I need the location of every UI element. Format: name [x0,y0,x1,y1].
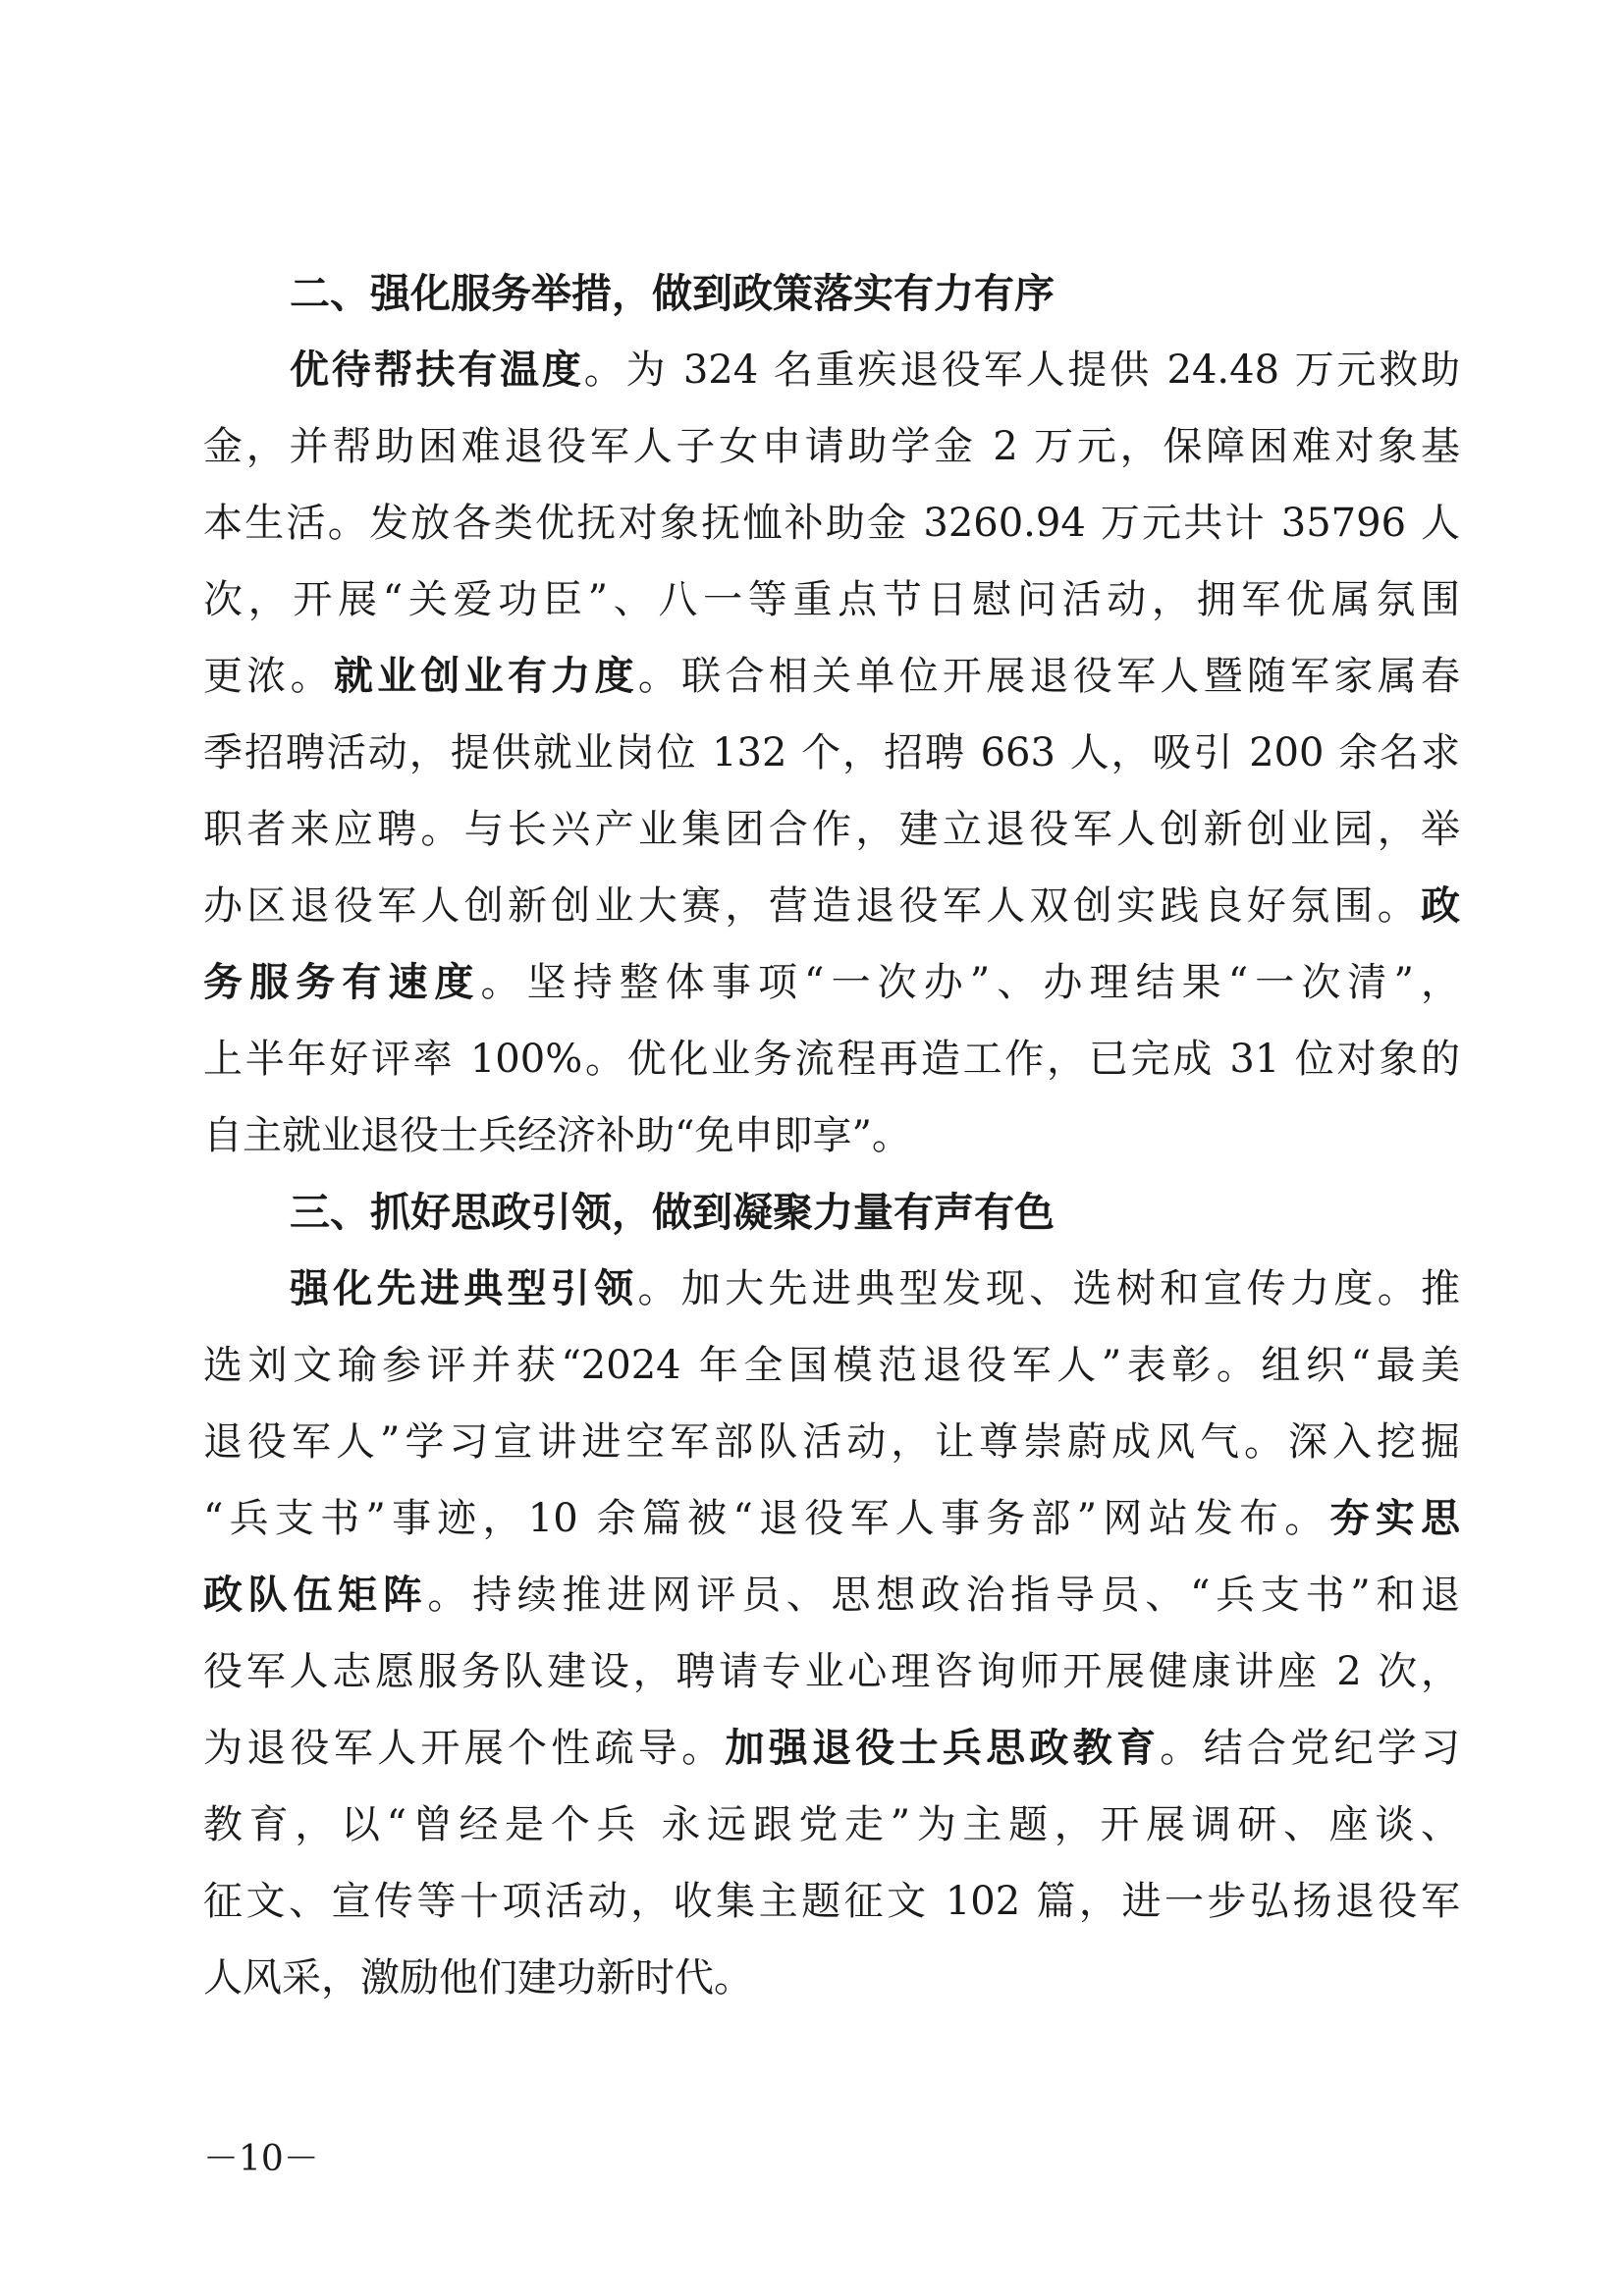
bold-lead: 强化先进典型引领 [290,1266,638,1311]
paragraph-line [203,1710,1460,1787]
line-text: 。持续推进网评员、思想政治指导员、“兵支书”和退 [427,1573,1461,1618]
paragraph-line [203,1787,1460,1863]
line-text: 。联合相关单位开展退役军人暨随军家属春 [637,654,1461,699]
line-text: 上半年好评率 100%。优化业务流程再造工作，已完成 31 位对象的 [203,1037,1460,1082]
paragraph-line [203,332,1460,408]
line-text: 选刘文瑜参评并获“2024 年全国模范退役军人”表彰。组织“最美 [203,1343,1460,1388]
paragraph-line [203,1097,1460,1174]
paragraph-line [203,868,1460,944]
bold-lead: 加强退役士兵思政教育 [725,1726,1161,1771]
paragraph-line [203,944,1460,1021]
paragraph-line [203,1021,1460,1097]
line-text: “兵支书”事迹，10 余篇被“退役军人事务部”网站发布。 [203,1496,1330,1541]
bold-lead: 务服务有速度 [203,960,481,1005]
line-text: 。结合党纪学习 [1160,1726,1461,1771]
paragraph-line [203,715,1460,791]
line-text: 征文、宣传等十项活动，收集主题征文 102 篇，进一步弘扬退役军 [203,1879,1460,1924]
line-text: 次，开展“关爱功臣”、八一等重点节日慰问活动，拥军优属氛围 [203,577,1460,622]
line-text: 为退役军人开展个性疏导。 [203,1726,726,1771]
line-text: 教育，以“曾经是个兵 永远跟党走”为主题，开展调研、座谈、 [203,1802,1460,1847]
paragraph-line [203,485,1460,561]
paragraph-line [203,1557,1460,1633]
bold-lead: 政队伍矩阵 [203,1573,428,1618]
line-text: 。加大先进典型发现、选树和宣传力度。推 [637,1266,1461,1311]
section-heading: 二、强化服务举措，做到政策落实有力有序 [290,270,1055,317]
line-text: 自主就业退役士兵经济补助“免申即享”。 [203,1113,911,1158]
bold-lead: 夯实思 [1329,1496,1461,1541]
line-text: 退役军人”学习宣讲进空军部队活动，让尊崇蔚成风气。深入挖掘 [203,1419,1460,1465]
paragraph-line [203,561,1460,638]
line-text: 办区退役军人创新创业大赛，营造退役军人双创实践良好氛围。 [203,883,1421,929]
paragraph-line [203,1327,1460,1404]
line-text: 季招聘活动，提供就业岗位 132 个，招聘 663 人，吸引 200 余名求 [203,730,1460,775]
paragraph-line [203,1633,1460,1710]
line-text: 人风采，激励他们建功新时代。 [203,1955,753,2001]
paragraph-line [203,638,1460,715]
document-body [203,255,1460,2016]
paragraph-line [203,1863,1460,1940]
bold-lead: 就业创业有力度 [333,654,638,699]
line-text: 役军人志愿服务队建设，聘请专业心理咨询师开展健康讲座 2 次， [203,1649,1460,1694]
paragraph-line [203,408,1460,485]
line-text: 。坚持整体事项“一次办”、办理结果“一次清”， [480,960,1461,1005]
line-text: 。为 324 名重疾退役军人提供 24.48 万元救助 [583,347,1461,393]
paragraph-line [203,791,1460,868]
paragraph-line [203,1404,1460,1480]
line-text: 更浓。 [203,654,334,699]
line-text: 本生活。发放各类优抚对象抚恤补助金 3260.94 万元共计 35796 人 [203,501,1460,546]
line-text: 金，并帮助困难退役军人子女申请助学金 2 万元，保障困难对象基 [203,424,1460,469]
paragraph-line [203,1940,1460,2016]
page-number: －10－ [203,2139,319,2179]
section-heading: 三、抓好思政引领，做到凝聚力量有声有色 [290,1189,1055,1236]
paragraph-line [203,1480,1460,1557]
line-text: 职者来应聘。与长兴产业集团合作，建立退役军人创新创业园，举 [203,807,1460,852]
bold-lead: 政 [1421,883,1460,929]
bold-lead: 优待帮扶有温度 [290,347,584,393]
paragraph-line [203,1251,1460,1327]
